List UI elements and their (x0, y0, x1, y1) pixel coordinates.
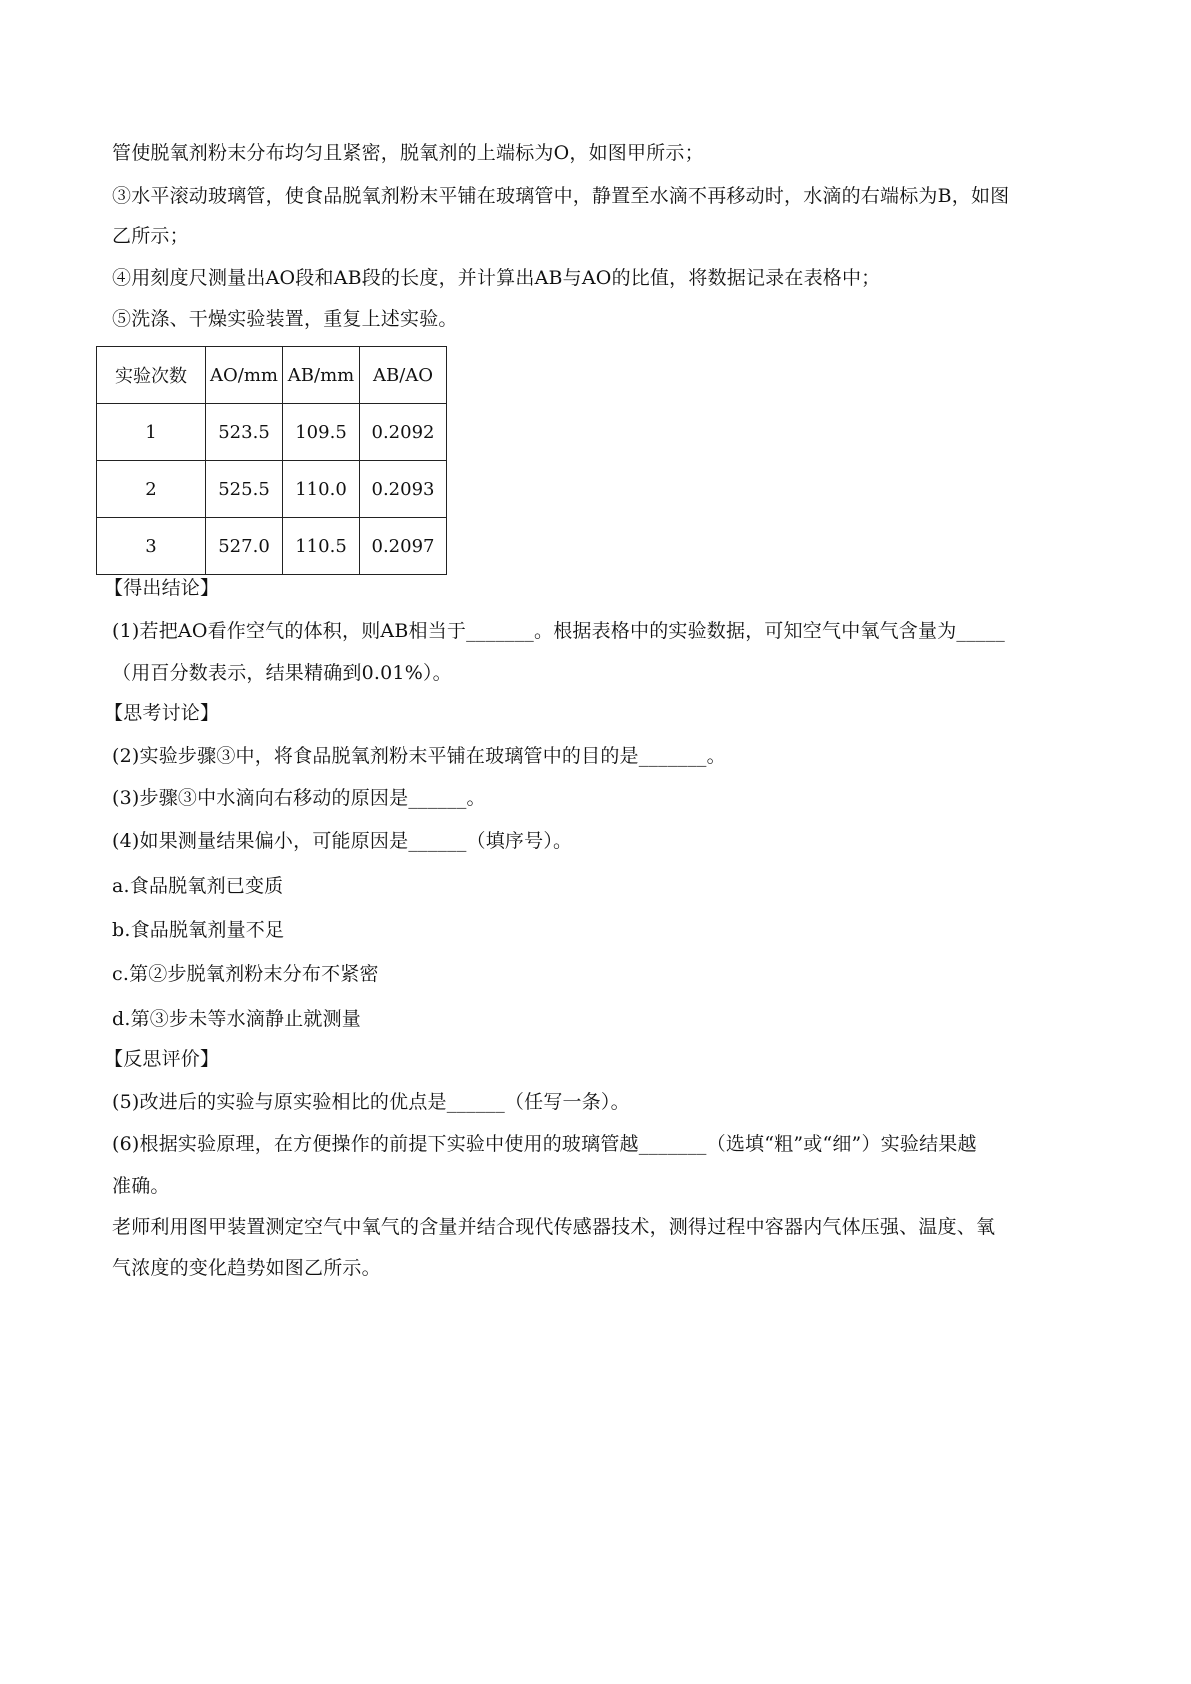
table-cell: 110.0 (283, 461, 360, 518)
paragraph-step3-line1: ③水平滚动玻璃管，使食品脱氧剂粉末平铺在玻璃管中，静置至水滴不再移动时，水滴的右端标为B，如图 (112, 185, 1010, 207)
paragraph-step5: ⑤洗涤、干燥实验装置，重复上述实验。 (112, 308, 458, 330)
table-header-cell: 实验次数 (97, 347, 206, 404)
table-cell: 523.5 (206, 404, 283, 461)
table-header-cell: AB/mm (283, 347, 360, 404)
question-1-line2: （用百分数表示，结果精确到0.01%）。 (112, 662, 452, 684)
question-5: (5)改进后的实验与原实验相比的优点是______（任写一条）。 (112, 1091, 630, 1113)
table-cell: 3 (97, 518, 206, 575)
question-1-line1: (1)若把AO看作空气的体积，则AB相当于_______。根据表格中的实验数据，可知空气中氧气含量为_____ (112, 620, 1005, 642)
table-header-cell: AO/mm (206, 347, 283, 404)
experiment-data-table (96, 346, 447, 575)
paragraph-step3-line2: 乙所示； (112, 225, 189, 247)
question-3: (3)步骤③中水滴向右移动的原因是______。 (112, 787, 486, 809)
table-cell: 1 (97, 404, 206, 461)
option-c: c.第②步脱氧剂粉末分布不紧密 (112, 963, 379, 985)
paragraph-step2-continued: 管使脱氧剂粉末分布均匀且紧密，脱氧剂的上端标为O，如图甲所示； (112, 142, 704, 164)
table-cell: 0.2092 (360, 404, 447, 461)
option-a: a.食品脱氧剂已变质 (112, 875, 284, 897)
question-6-line2: 准确。 (112, 1175, 170, 1197)
section-heading-reflection: 【反思评价】 (104, 1048, 220, 1070)
table-header-row (97, 347, 447, 404)
table-header-cell: AB/AO (360, 347, 447, 404)
question-6-line1: (6)根据实验原理，在方便操作的前提下实验中使用的玻璃管越_______（选填“粗”或“细”）实验结果越 (112, 1133, 977, 1155)
table-row (97, 404, 447, 461)
closing-paragraph-line2: 气浓度的变化趋势如图乙所示。 (112, 1257, 381, 1279)
closing-paragraph-line1: 老师利用图甲装置测定空气中氧气的含量并结合现代传感器技术，测得过程中容器内气体压强、温度、氧 (112, 1216, 996, 1238)
table-cell: 525.5 (206, 461, 283, 518)
table-cell: 527.0 (206, 518, 283, 575)
table-cell: 0.2093 (360, 461, 447, 518)
section-heading-discussion: 【思考讨论】 (104, 702, 220, 724)
paragraph-step4: ④用刻度尺测量出AO段和AB段的长度，并计算出AB与AO的比值，将数据记录在表格中； (112, 267, 881, 289)
question-2: (2)实验步骤③中，将食品脱氧剂粉末平铺在玻璃管中的目的是_______。 (112, 745, 726, 767)
table-cell: 2 (97, 461, 206, 518)
option-b: b.食品脱氧剂量不足 (112, 919, 285, 941)
table-row (97, 461, 447, 518)
table-cell: 0.2097 (360, 518, 447, 575)
question-4: (4)如果测量结果偏小，可能原因是______（填序号）。 (112, 830, 573, 852)
section-heading-conclusion: 【得出结论】 (104, 577, 220, 599)
option-d: d.第③步未等水滴静止就测量 (112, 1008, 362, 1030)
table-cell: 109.5 (283, 404, 360, 461)
table-cell: 110.5 (283, 518, 360, 575)
table-row (97, 518, 447, 575)
